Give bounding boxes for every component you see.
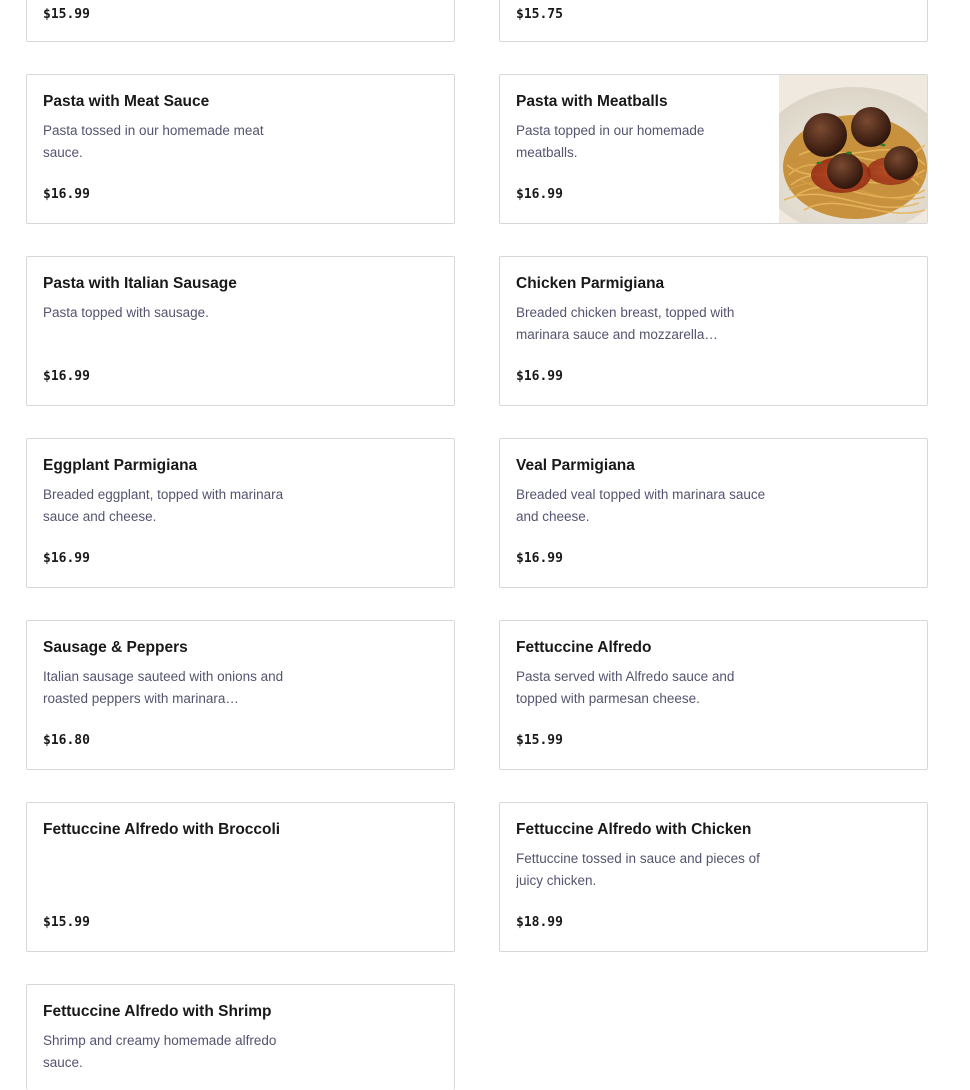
- item-name: Pasta with Meatballs: [516, 93, 668, 110]
- menu-item-card[interactable]: [26, 0, 455, 42]
- item-description: Pasta topped in our homemade meatballs.: [516, 123, 705, 160]
- item-name: Pasta with Italian Sausage: [43, 275, 237, 292]
- item-name: Pasta with Meat Sauce: [43, 93, 210, 110]
- item-description: Fettuccine tossed in sauce and pieces of juicy chicken.: [516, 851, 760, 888]
- item-price: $16.99: [516, 551, 563, 566]
- item-price: $16.99: [43, 187, 90, 202]
- item-price: $16.99: [43, 369, 90, 384]
- menu-item-card[interactable]: [499, 438, 928, 588]
- menu-item-card[interactable]: [26, 620, 455, 770]
- menu-item-card[interactable]: [26, 438, 455, 588]
- menu-item-card[interactable]: [26, 802, 455, 952]
- item-description: Pasta topped with sausage.: [43, 305, 209, 320]
- item-description: Breaded eggplant, topped with marinara sauce and cheese.: [43, 487, 284, 524]
- item-price: $16.99: [516, 187, 563, 202]
- item-name: Veal Parmigiana: [516, 457, 635, 474]
- menu-item-card[interactable]: [26, 74, 455, 224]
- item-name: Fettuccine Alfredo with Shrimp: [43, 1003, 272, 1020]
- menu-item-card[interactable]: [499, 802, 928, 952]
- item-price: $16.99: [43, 551, 90, 566]
- menu-item-card[interactable]: [26, 256, 455, 406]
- item-description: Pasta tossed in our homemade meat sauce.: [43, 123, 264, 160]
- menu-item-card[interactable]: [499, 74, 928, 224]
- item-name: Chicken Parmigiana: [516, 275, 665, 292]
- item-description: Pasta served with Alfredo sauce and topped with parmesan cheese.: [516, 669, 735, 706]
- item-name: Eggplant Parmigiana: [43, 457, 198, 474]
- item-name: Fettuccine Alfredo: [516, 639, 652, 656]
- item-price: $15.75: [516, 7, 563, 22]
- menu-item-card[interactable]: [499, 256, 928, 406]
- item-price: $15.99: [516, 733, 563, 748]
- item-description: Breaded veal topped with marinara sauce and cheese.: [516, 487, 766, 524]
- item-description: Shrimp and creamy homemade alfredo sauce.: [43, 1033, 277, 1070]
- item-name: Sausage & Peppers: [43, 639, 188, 656]
- menu-item-card[interactable]: [26, 984, 455, 1090]
- item-description: Breaded chicken breast, topped with marinara sauce and mozzarella…: [516, 305, 735, 342]
- item-name: Fettuccine Alfredo with Chicken: [516, 821, 752, 838]
- menu-item-card[interactable]: [499, 620, 928, 770]
- spaghetti-meatballs-photo: [779, 75, 927, 223]
- item-description: Italian sausage sauteed with onions and roasted peppers with marinara…: [43, 669, 284, 706]
- item-price: $15.99: [43, 7, 90, 22]
- item-price: $18.99: [516, 915, 563, 930]
- item-price: $15.99: [43, 915, 90, 930]
- menu-item-card[interactable]: [499, 0, 928, 42]
- item-price: $16.99: [516, 369, 563, 384]
- item-price: $16.80: [43, 733, 90, 748]
- item-name: Fettuccine Alfredo with Broccoli: [43, 821, 281, 838]
